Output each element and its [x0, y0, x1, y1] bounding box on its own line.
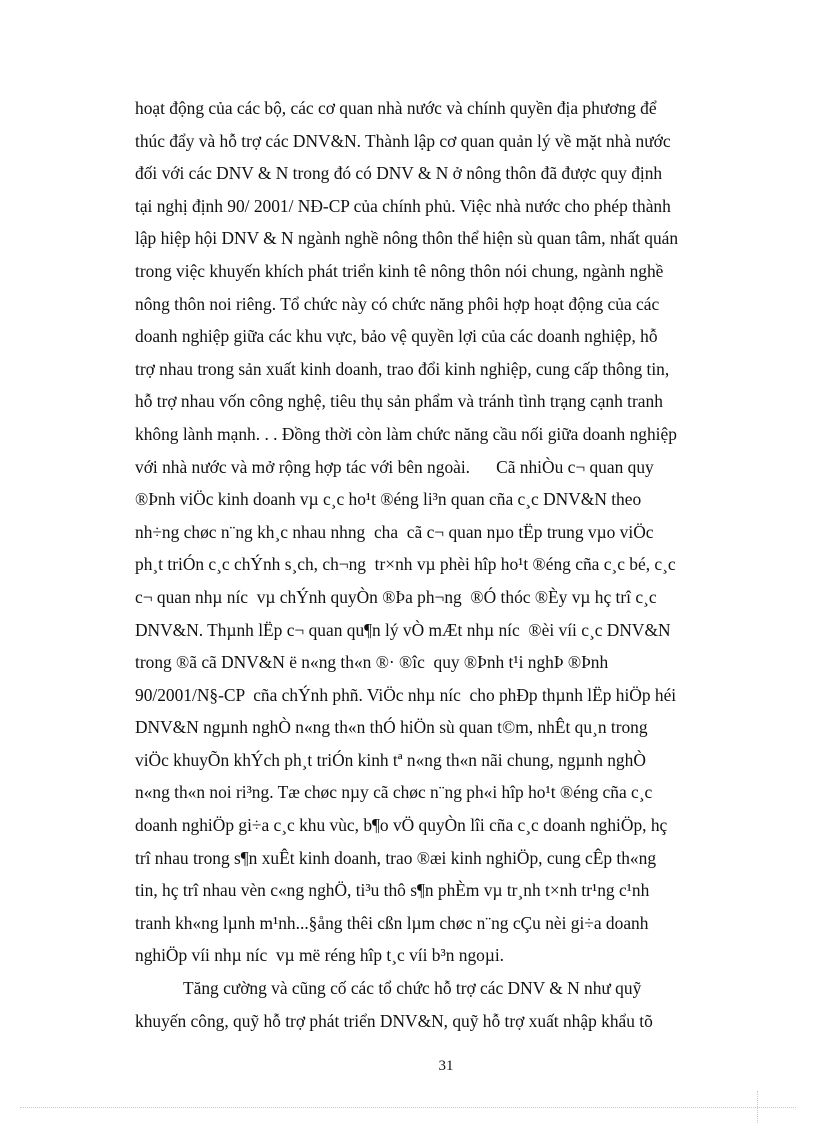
- text-line: tin, hç trî nhau vèn c«ng nghÖ, ti³u thô s¶n phÈm vµ tr¸nh t×nh tr¹ng c¹nh: [135, 880, 650, 901]
- text-line: lập hiệp hội DNV & N ngành nghề nông thôn thể hiện sù quan tâm, nhất quán: [135, 228, 679, 249]
- text-line: trong ®ã cã DNV&N ë n«ng th«n ®· ®îc quy ®Þnh t¹i nghÞ ®Þnh: [135, 652, 609, 673]
- text-line: tại nghị định 90/ 2001/ NĐ-CP của chính phủ. Việc nhà nước cho phép thành: [135, 195, 671, 216]
- text-line: c¬ quan nhµ níc vµ chÝnh quyÒn ®Þa ph¬ng ®Ó thóc ®Èy vµ hç trî c¸c: [135, 586, 657, 607]
- text-line: DNV&N. Thµnh lËp c¬ quan qu¶n lý vÒ mÆt nhµ níc ®èi víi c¸c DNV&N: [135, 619, 671, 640]
- text-line: nh÷ng chøc n¨ng kh¸c nhau nhng cha cã c¬ quan nµo tËp trung vµo viÖc: [135, 521, 654, 542]
- text-line: khuyến công, quỹ hỗ trợ phát triển DNV&N, quỹ hỗ trợ xuất nhập khẩu tõ: [135, 1010, 653, 1031]
- text-line: doanh nghiệp giữa các khu vực, bảo vệ quyền lợi của các doanh nghiệp, hỗ: [135, 326, 658, 347]
- text-line: trong việc khuyến khích phát triển kinh tê nông thôn nói chung, ngành nghề: [135, 260, 664, 281]
- text-line: 90/2001/N§-CP cña chÝnh phñ. ViÖc nhµ níc cho phÐp thµnh lËp hiÖp héi: [135, 684, 677, 705]
- text-line: nghiÖp víi nhµ níc vµ më réng hîp t¸c víi b³n ngoµi.: [135, 945, 505, 966]
- text-line: ph¸t triÓn c¸c chÝnh s¸ch, ch¬ng tr×nh vµ phèi hîp ho¹t ®éng cña c¸c bé, c¸c: [135, 554, 676, 575]
- page-bottom-border: [20, 1107, 796, 1108]
- text-line: đối với các DNV & N trong đó có DNV & N ở nông thôn đã được quy định: [135, 163, 663, 184]
- text-line: doanh nghiÖp gi÷a c¸c khu vùc, b¶o vÖ quyÒn lîi cña c¸c doanh nghiÖp, hç: [135, 815, 668, 836]
- text-line: DNV&N ngµnh nghÒ n«ng th«n thÓ hiÖn sù quan t©m, nhÊt qu¸n trong: [135, 717, 648, 738]
- text-line: hỗ trợ nhau vốn công nghệ, tiêu thụ sản phẩm và tránh tình trạng cạnh tranh: [135, 391, 663, 412]
- text-line: trợ nhau trong sản xuất kinh doanh, trao đổi kinh nghiệp, cung cấp thông tin,: [135, 358, 670, 379]
- text-line: tranh kh«ng lµnh m¹nh...§ång thêi cßn lµm chøc n¨ng cÇu nèi gi÷a doanh: [135, 912, 649, 933]
- text-line: Tăng cường và cũng cố các tổ chức hỗ trợ các DNV & N như quỹ: [183, 978, 642, 999]
- page-number: 31: [438, 1058, 454, 1074]
- text-line: n«ng th«n noi ri³ng. Tæ chøc nµy cã chøc n¨ng ph«i hîp ho¹t ®éng cña c¸c: [135, 782, 653, 803]
- page-side-border: [757, 1091, 758, 1123]
- text-line: nông thôn noi riêng. Tổ chức này có chức năng phôi hợp hoạt động của các: [135, 293, 660, 314]
- text-line: viÖc khuyÕn khÝch ph¸t triÓn kinh tª n«ng th«n nãi chung, ngµnh nghÒ: [135, 749, 646, 770]
- text-line: trî nhau trong s¶n xuÊt kinh doanh, trao ®æi kinh nghiÖp, cung cÊp th«ng: [135, 847, 657, 868]
- text-line: không lành mạnh. . . Đồng thời còn làm chức năng cầu nối giữa doanh nghiệp: [135, 423, 677, 444]
- body-text: [135, 92, 735, 1037]
- text-line: thúc đẩy và hỗ trợ các DNV&N. Thành lập cơ quan quản lý về mặt nhà nước: [135, 130, 671, 151]
- text-line: với nhà nước và mở rộng hợp tác với bên ngoài. Cã nhiÒu c¬ quan quy: [135, 456, 654, 477]
- text-line: hoạt động của các bộ, các cơ quan nhà nước và chính quyền địa phương để: [135, 98, 657, 118]
- text-line: ®Þnh viÖc kinh doanh vµ c¸c ho¹t ®éng li³n quan cña c¸c DNV&N theo: [135, 489, 642, 510]
